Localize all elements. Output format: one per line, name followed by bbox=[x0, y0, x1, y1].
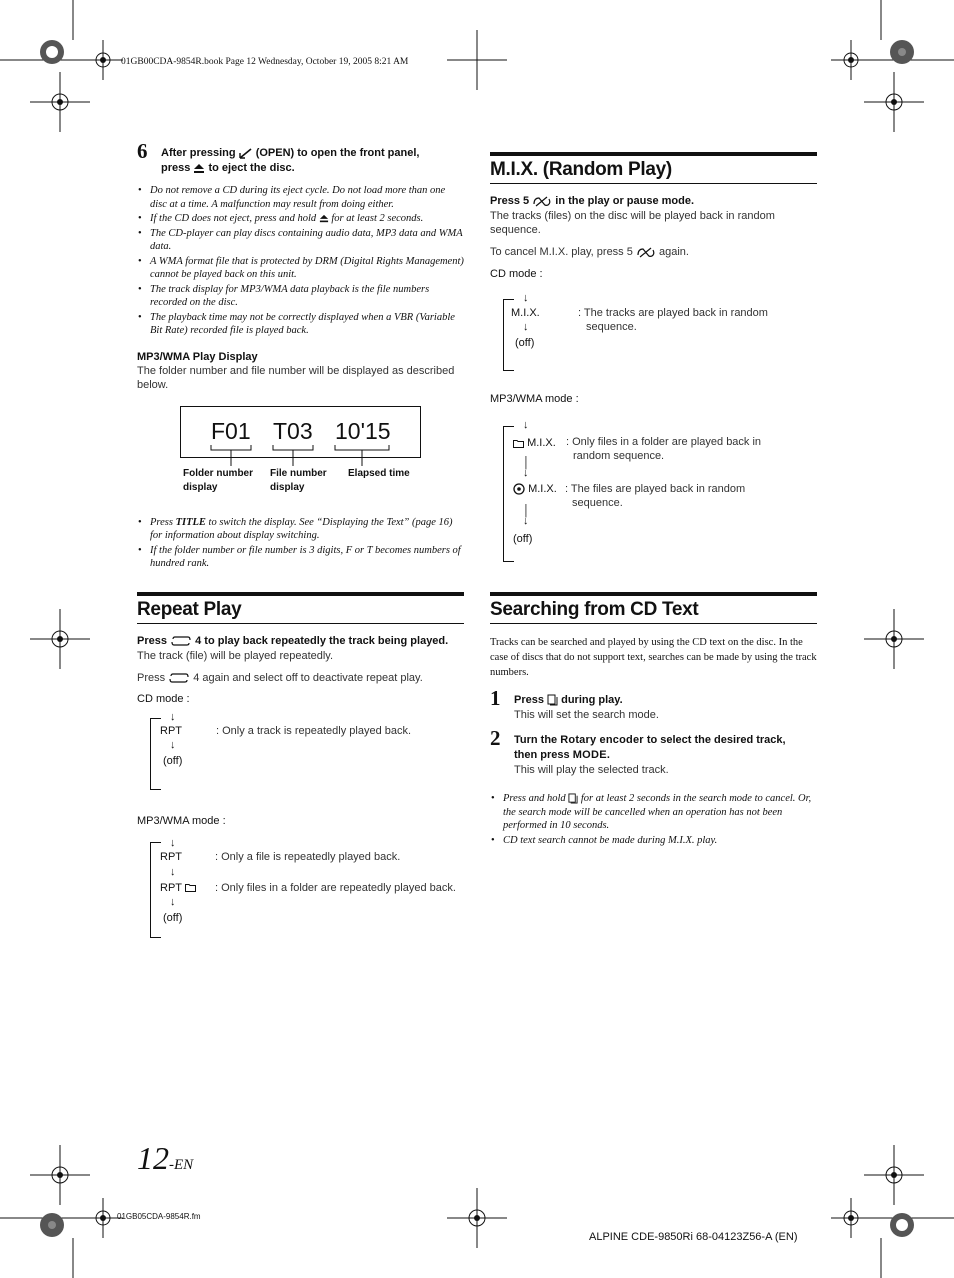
mp3-mode-label: MP3/WMA mode : bbox=[137, 814, 226, 827]
list-item: • The track display for MP3/WMA data playback is the file numbers recorded on the disc. bbox=[150, 283, 464, 310]
mix-icon bbox=[636, 247, 656, 258]
repeat-mp3-diagram: ↓ RPT ↓ RPT ↓ (off) : Only a file is repeatedly played back. : Only files in a folder are repeatedly played back. bbox=[137, 836, 464, 966]
repeat-desc: The track (file) will be played repeatedly. bbox=[137, 649, 334, 662]
mix-cancel: To cancel M.I.X. play, press 5 again. bbox=[490, 246, 689, 258]
rpt-label: RPT bbox=[160, 850, 182, 863]
step-number: 6 bbox=[137, 139, 148, 163]
display-notes bbox=[137, 516, 464, 571]
off-label: (off) bbox=[515, 337, 535, 349]
callout-lines bbox=[137, 406, 437, 476]
rpt-folder-desc: : Only files in a folder are repeatedly played back. bbox=[215, 881, 456, 894]
rpt-label: RPT bbox=[160, 724, 182, 737]
label-folder: Folder number display bbox=[183, 467, 254, 493]
repeat-icon bbox=[170, 636, 192, 646]
search-notes bbox=[490, 792, 817, 847]
off-label: (off) bbox=[163, 911, 183, 924]
step-6: 6 After pressing (OPEN) to open the front panel, press to eject the disc. bbox=[137, 139, 420, 174]
rpt-desc: : Only a track is repeatedly played back. bbox=[216, 724, 412, 737]
rpt-desc: : Only a file is repeatedly played back. bbox=[215, 850, 401, 863]
repeat-cd-diagram: ↓ RPT ↓ (off) : Only a track is repeatedly played back. bbox=[137, 706, 464, 810]
off-label: (off) bbox=[163, 754, 183, 767]
step-number: 2 bbox=[490, 726, 501, 750]
mix-disc-label: M.I.X. bbox=[513, 482, 557, 496]
step-desc: This will play the selected track. bbox=[514, 764, 669, 776]
folder-number: F01 bbox=[211, 417, 251, 444]
folder-icon bbox=[513, 439, 524, 448]
search-icon bbox=[547, 694, 558, 706]
repeat-desc2: Press 4 again and select off to deactivate repeat play. bbox=[137, 671, 423, 684]
right-column bbox=[490, 152, 817, 848]
list-item: • The playback time may not be correctly displayed when a VBR (Variable Bit Rate) recorded file is played back. bbox=[150, 311, 464, 338]
mix-mp3-diagram: ↓ M.I.X. : Only files in a folder are played back in random sequence. │ ↓ M.I.X. : The files are played back in random sequence. │ ↓ (off) bbox=[490, 418, 817, 582]
open-icon bbox=[239, 147, 253, 159]
search-step-1: 1 Press during play. This will set the search mode. bbox=[490, 686, 659, 721]
source-file: 01GB05CDA-9854R.fm bbox=[117, 1212, 201, 1221]
mix-label: M.I.X. bbox=[511, 307, 540, 319]
file-number: T03 bbox=[273, 417, 313, 444]
mp3-display-title: MP3/WMA Play Display bbox=[137, 350, 258, 363]
display-diagram bbox=[137, 406, 464, 516]
list-item: • CD text search cannot be made during M.I.X. play. bbox=[503, 834, 817, 848]
mix-disc-desc: : The files are played back in random sequence. bbox=[565, 483, 746, 509]
list-item: • A WMA format file that is protected by DRM (Digital Rights Management) cannot be played back on this unit. bbox=[150, 255, 464, 282]
mix-heading: M.I.X. (Random Play) bbox=[490, 152, 817, 184]
mix-folder-label: M.I.X. bbox=[513, 436, 556, 450]
repeat-icon bbox=[168, 673, 190, 683]
label-file: File number display bbox=[270, 467, 327, 493]
list-item: • The CD-player can play discs containing audio data, MP3 data and WMA data. bbox=[150, 227, 464, 254]
rpt-folder-label: RPT bbox=[160, 881, 196, 895]
step6-notes bbox=[137, 184, 464, 338]
mix-cd-diagram: ↓ M.I.X. ↓ (off) : The tracks are played back in random sequence. bbox=[490, 285, 817, 385]
search-intro: Tracks can be searched and played by using the CD text on the disc. In the case of discs that do not support text, searches can be made by using the track numbers. bbox=[490, 637, 817, 678]
list-item: • Do not remove a CD during its eject cycle. Do not load more than one disc at a time. A malfunction may result from doing either. bbox=[150, 184, 464, 211]
mix-folder-desc: : Only files in a folder are played back in random sequence. bbox=[566, 436, 762, 462]
step-number: 1 bbox=[490, 686, 501, 710]
cd-mode-label: CD mode : bbox=[137, 692, 190, 705]
label-time: Elapsed time bbox=[348, 467, 410, 479]
mix-icon bbox=[532, 196, 552, 207]
search-heading: Searching from CD Text bbox=[490, 592, 817, 624]
list-item: • If the folder number or file number is 3 digits, F or T becomes numbers of hundred rank. bbox=[150, 544, 464, 571]
cd-mode-label: CD mode : bbox=[490, 268, 543, 280]
search-step-2: 2 Turn the Rotary encoder to select the desired track, then press MODE. This will play the selected track. bbox=[490, 726, 786, 776]
mix-instruction: Press 5 in the play or pause mode. bbox=[490, 195, 695, 207]
mix-desc: The tracks (files) on the disc will be played back in random sequence. bbox=[490, 210, 775, 236]
list-item: • If the CD does not eject, press and hold for at least 2 seconds. bbox=[150, 212, 464, 226]
step-desc: This will set the search mode. bbox=[514, 709, 659, 721]
page-number: 12-EN bbox=[137, 1140, 194, 1176]
mp3-display-desc: The folder number and file number will be displayed as described below. bbox=[137, 364, 455, 391]
list-item: • Press and hold for at least 2 seconds in the search mode to cancel. Or, the search mode will be cancelled when an operation has not been performed in 10 seconds. bbox=[503, 792, 817, 833]
off-label: (off) bbox=[513, 533, 533, 545]
list-item: • Press TITLE to switch the display. See “Displaying the Text” (page 16) for information about display switching. bbox=[150, 516, 464, 543]
eject-icon bbox=[319, 214, 329, 223]
disc-icon bbox=[513, 483, 525, 495]
mp3-mode-label: MP3/WMA mode : bbox=[490, 393, 579, 405]
left-column bbox=[137, 139, 464, 966]
file-header: 01GB00CDA-9854R.book Page 12 Wednesday, October 19, 2005 8:21 AM bbox=[121, 57, 409, 67]
search-icon bbox=[568, 793, 578, 804]
eject-icon bbox=[193, 163, 205, 174]
folder-icon bbox=[185, 883, 196, 892]
elapsed-time: 10'15 bbox=[335, 417, 391, 444]
model-code: ALPINE CDE-9850Ri 68-04123Z56-A (EN) bbox=[589, 1231, 798, 1243]
repeat-instruction: Press 4 to play back repeatedly the track being played. bbox=[137, 634, 449, 647]
repeat-play-heading: Repeat Play bbox=[137, 592, 464, 624]
mix-desc: : The tracks are played back in random sequence. bbox=[578, 307, 768, 333]
